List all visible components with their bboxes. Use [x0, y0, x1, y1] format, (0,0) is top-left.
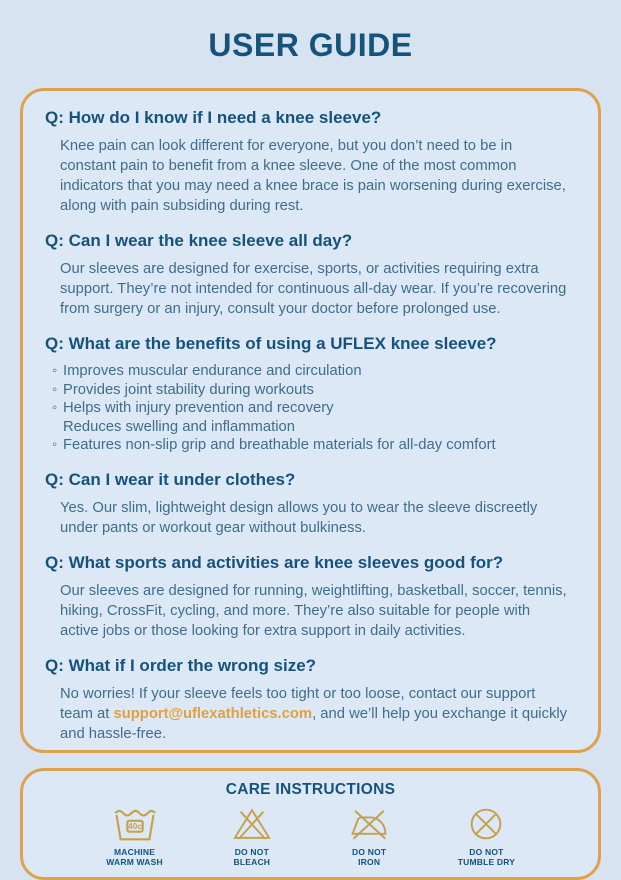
- care-item-do-not-tumble-dry: [431, 806, 542, 867]
- benefits-bullet-list: [52, 362, 572, 455]
- faq-answer: Yes. Our slim, lightweight design allows you to wear the sleeve discreetly under pants or workout gear without bulkiness.: [60, 499, 538, 536]
- list-item: [52, 399, 572, 418]
- care-item-label: DO NOT BLEACH: [233, 846, 271, 867]
- faq-question: Q: Can I wear it under clothes?: [45, 469, 296, 489]
- bullet-icon: ◦: [52, 381, 58, 398]
- faq-question: Q: What are the benefits of using a UFLEX knee sleeve?: [45, 334, 497, 353]
- bullet-icon: ◦: [52, 363, 58, 379]
- care-item-label: DO NOT TUMBLE DRY: [457, 846, 516, 867]
- care-instructions-title: CARE INSTRUCTIONS: [225, 780, 396, 798]
- bullet-icon: [52, 418, 63, 437]
- care-item-label: DO NOT IRON: [352, 846, 387, 867]
- support-email-link[interactable]: support@uflexathletics.com: [113, 705, 313, 722]
- svg-text:40c: 40c: [127, 821, 142, 831]
- list-item: [52, 418, 572, 437]
- bullet-text: Improves muscular endurance and circulation: [63, 363, 362, 379]
- do-not-bleach-icon: [228, 806, 276, 842]
- care-item-do-not-iron: [314, 806, 425, 867]
- list-item: [52, 362, 572, 381]
- faq-question: Q: How do I know if I need a knee sleeve?: [45, 108, 382, 127]
- faq-question: Q: What if I order the wrong size?: [45, 655, 317, 675]
- faq-item-under-clothes: [45, 470, 572, 538]
- page-title: USER GUIDE: [208, 27, 413, 63]
- faq-question: Q: Can I wear the knee sleeve all day?: [45, 231, 353, 250]
- do-not-iron-icon: [343, 806, 395, 842]
- care-item-label: MACHINE WARM WASH: [106, 846, 163, 867]
- faq-item-wear-all-day: [45, 231, 572, 319]
- answer-text-prefix: No worries! If your sleeve feels too tight or too loose, contact our support team at: [60, 685, 536, 722]
- faq-answer: Our sleeves are designed for running, weightlifting, basketball, soccer, tennis, hiking, CrossFit, cycling, and more. They’re also suitable for people with active jobs or those looking for extra support in daily activities.: [60, 582, 567, 639]
- care-items-row: [79, 806, 542, 867]
- bullet-text: Features non-slip grip and breathable materials for all-day comfort: [63, 437, 496, 453]
- faq-item-wrong-size: [45, 656, 572, 744]
- faq-item-need-knee-sleeve: [45, 108, 572, 216]
- list-item: [52, 381, 572, 400]
- faq-answer: Our sleeves are designed for exercise, sports, or activities requiring extra support. They’re not intended for continuous all-day wear. If you’re recovering from surgery or an injury, consult your doctor before prolonged use.: [60, 261, 567, 317]
- care-item-machine-warm-wash: [79, 806, 190, 867]
- answer-text-suffix: , and we’ll help you exchange it quickly and hassle-free.: [60, 705, 568, 742]
- care-item-do-not-bleach: [196, 806, 307, 867]
- faq-item-sports-activities: [45, 553, 572, 641]
- faq-question: Q: What sports and activities are knee sleeves good for?: [45, 552, 504, 572]
- bullet-icon: ◦: [52, 400, 58, 416]
- bullet-text: Reduces swelling and inflammation: [63, 418, 295, 435]
- faq-item-benefits: [45, 334, 572, 455]
- bullet-icon: ◦: [52, 437, 58, 453]
- faq-answer: [60, 684, 572, 744]
- list-item: [52, 436, 572, 455]
- machine-warm-wash-icon: [109, 806, 161, 842]
- care-instructions-panel: [20, 768, 601, 880]
- bullet-text: Provides joint stability during workouts: [63, 381, 314, 398]
- faq-answer: Knee pain can look different for everyone, but you don’t need to be in constant pain to benefit from a knee sleeve. One of the most common indicators that you may need a knee brace is pain worsening during exercise, along with pain subsiding during rest.: [60, 138, 566, 214]
- faq-panel: [20, 88, 601, 753]
- bullet-text: Helps with injury prevention and recovery: [63, 400, 334, 416]
- do-not-tumble-dry-icon: [464, 806, 508, 842]
